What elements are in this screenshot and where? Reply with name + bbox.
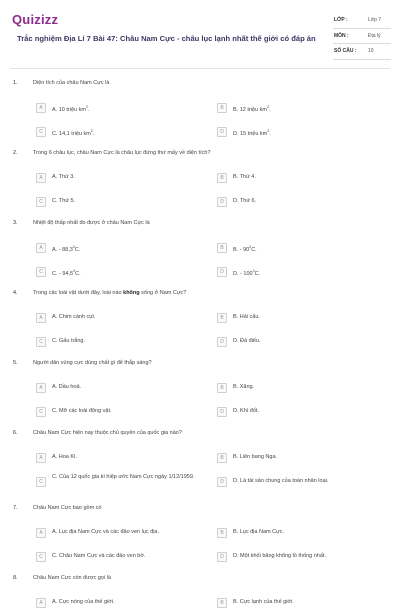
question-text-part: sống ở Nam Cực?: [139, 290, 187, 296]
option-text: [52, 174, 75, 181]
option-text: [52, 198, 75, 205]
option-text-main: C. - 94,5: [52, 270, 74, 277]
option-text-tail: .: [87, 106, 90, 113]
option-superscript: 2: [90, 129, 93, 133]
option-superscript: 0: [252, 269, 255, 273]
option-superscript: 0: [72, 245, 75, 249]
option-text-main: D. Khí đốt.: [233, 408, 259, 414]
option-text-main: D. - 100: [233, 270, 253, 277]
option-letter-box: C: [36, 267, 46, 277]
option-letter-box: C: [36, 407, 46, 417]
option-text-main: A. Hoa Kì.: [52, 454, 78, 460]
option-letter-box: A: [36, 598, 46, 608]
question-text: [33, 575, 111, 581]
question-number: 2.: [13, 150, 18, 156]
option-letter-box: A: [36, 173, 46, 183]
option-text-main: A. Lục địa Nam Cực và các đảo ven lục địa.: [52, 529, 160, 535]
option-text: [233, 128, 271, 138]
option-text: [52, 104, 89, 114]
option-letter-box: D: [217, 477, 227, 487]
option-letter-box: D: [217, 552, 227, 562]
option-letter-box: A: [36, 243, 46, 253]
option-letter-box: A: [36, 528, 46, 538]
option-text: [52, 529, 159, 536]
meta-row-count: [333, 44, 391, 60]
option-letter-box: B: [217, 313, 227, 323]
option-text: [233, 104, 270, 114]
option-text: [233, 268, 260, 278]
meta-key: SỐ CÂU :: [334, 48, 357, 54]
option-text-main: A. Cực nóng của thế giới.: [52, 599, 115, 605]
option-text: [233, 599, 294, 606]
option-text: [52, 244, 80, 254]
option-text-main: B. - 90: [233, 246, 250, 253]
meta-value: Lớp 7: [368, 17, 382, 23]
option-text-tail: .: [268, 106, 271, 113]
option-letter-box: A: [36, 103, 46, 113]
option-text-main: C. Gấu trắng.: [52, 338, 86, 344]
question-number: 3.: [13, 220, 18, 226]
option-letter-box: B: [217, 383, 227, 393]
option-letter-box: B: [217, 528, 227, 538]
option-text: [233, 384, 254, 391]
option-text: [233, 529, 284, 536]
option-text: [52, 599, 115, 606]
option-text: [233, 244, 257, 254]
meta-row-grade: [333, 13, 391, 29]
question-text-part: Trong các loài vật dưới đây, loài nào: [33, 290, 124, 296]
option-superscript: 2: [85, 105, 88, 109]
option-text-tail: .: [92, 130, 95, 137]
option-text-main: C. Châu Nam Cực và các đảo ven bờ.: [52, 553, 146, 559]
option-text-main: B. Liên bang Nga.: [233, 454, 278, 460]
question-number: 1.: [13, 80, 18, 86]
option-text-tail: C.: [74, 246, 81, 253]
question-text: [33, 220, 150, 226]
option-letter-box: D: [217, 267, 227, 277]
option-text: [52, 268, 81, 278]
question-text-part: Trong 6 châu lục, châu Nam Cực là châu lục đứng thứ mấy về diện tích?: [33, 150, 211, 156]
question-number: 7.: [13, 505, 18, 511]
meta-value: Địa lý: [368, 32, 381, 39]
option-text-main: D. Là tài sản chung của toàn nhân loại.: [233, 478, 329, 484]
question-text: [33, 290, 186, 296]
document-header: [0, 0, 400, 70]
option-text-main: D. Thứ 6.: [233, 198, 257, 204]
option-text: [233, 174, 256, 181]
option-superscript: 0: [73, 269, 76, 273]
option-text-main: A. Dầu hoả.: [52, 384, 82, 390]
option-text-main: D. Đà điểu.: [233, 338, 261, 344]
option-letter-box: B: [217, 598, 227, 608]
option-text-main: B. Thứ 4.: [233, 174, 256, 180]
option-text: [52, 553, 146, 560]
option-letter-box: D: [217, 337, 227, 347]
question-text: [33, 150, 210, 156]
option-letter-box: C: [36, 337, 46, 347]
option-text: [52, 338, 85, 345]
header-divider: [10, 68, 390, 69]
option-text: [233, 408, 259, 415]
question-text-part: Người dân vùng cực dùng chất gì để thắp sáng?: [33, 360, 152, 366]
question-text-part: Châu Nam Cực hiện nay thuộc chủ quyền của quốc gia nào?: [33, 430, 182, 436]
question-text-part: Nhiệt độ thấp nhất đo được ở châu Nam Cực là: [33, 220, 150, 226]
option-text: [52, 474, 202, 481]
option-text-tail: C.: [251, 246, 257, 253]
option-text-main: B. Lục địa Nam Cực.: [233, 529, 285, 535]
meta-table: [333, 13, 391, 60]
option-text-main: B. 12 triệu km: [233, 106, 267, 113]
question-number: 8.: [13, 575, 18, 581]
option-letter-box: D: [217, 127, 227, 137]
option-letter-box: B: [217, 103, 227, 113]
option-text-main: A. 10 triệu km: [52, 106, 86, 113]
option-text: [233, 314, 260, 321]
option-superscript: 0: [249, 245, 252, 249]
option-letter-box: D: [217, 407, 227, 417]
question-text: [33, 80, 109, 86]
option-text-main: C. Mỡ các loài động vật.: [52, 408, 112, 414]
option-letter-box: B: [217, 453, 227, 463]
option-text: [233, 553, 326, 560]
question-text-part: Châu Nam Cực còn được gọi là: [33, 575, 111, 581]
option-text-main: D. 15 triệu km: [233, 130, 268, 137]
option-text-main: B. Xăng.: [233, 384, 255, 390]
option-text: [52, 384, 81, 391]
question-number: 6.: [13, 430, 18, 436]
question-text: [33, 360, 152, 366]
question-text-part: Diện tích của châu Nam Cực là: [33, 80, 110, 86]
quizizz-logo: Quizizz: [12, 12, 59, 27]
option-superscript: 2: [266, 105, 269, 109]
question-text: [33, 430, 182, 436]
option-letter-box: B: [217, 243, 227, 253]
meta-row-subject: [333, 29, 391, 45]
option-text: [52, 314, 95, 321]
option-text-tail: .: [269, 130, 271, 137]
option-letter-box: C: [36, 127, 46, 137]
option-text-main: C. 14,1 triệu km: [52, 130, 91, 137]
option-superscript: 2: [267, 129, 270, 133]
option-text-main: C. Thứ 5.: [52, 198, 76, 204]
question-number: 5.: [13, 360, 18, 366]
meta-value: 10: [368, 48, 374, 54]
option-text-main: B. Hải cẩu.: [233, 314, 260, 320]
question-text: [33, 505, 102, 511]
option-text: [233, 198, 256, 205]
option-text-tail: C.: [254, 270, 261, 277]
option-letter-box: A: [36, 313, 46, 323]
option-text: [52, 128, 94, 138]
option-text-main: D. Một khối băng khổng lồ thống nhất.: [233, 553, 326, 559]
option-letter-box: A: [36, 383, 46, 393]
option-letter-box: B: [217, 173, 227, 183]
option-text-main: A. Thứ 3.: [52, 174, 75, 180]
option-text: [233, 338, 261, 345]
question-number: 4.: [13, 290, 18, 296]
option-letter-box: C: [36, 552, 46, 562]
option-text: [52, 454, 77, 461]
meta-key: MÔN :: [334, 32, 349, 39]
meta-key: LỚP :: [334, 17, 348, 23]
question-text-emphasis: không: [123, 290, 140, 296]
option-letter-box: C: [36, 197, 46, 207]
option-text-main: A. - 88,3: [52, 246, 73, 253]
option-text-main: B. Cực lạnh của thế giới.: [233, 599, 294, 605]
option-text-tail: C.: [75, 270, 81, 277]
option-letter-box: A: [36, 453, 46, 463]
option-text: [233, 478, 328, 485]
option-text: [233, 454, 277, 461]
option-letter-box: D: [217, 197, 227, 207]
option-text: [52, 408, 112, 415]
question-text-part: Châu Nam Cực bao gồm có: [33, 505, 102, 511]
option-text-main: C. Của 12 quốc gia kí hiệp ước Nam Cực ngày 1/12/1959.: [52, 474, 195, 480]
page-title: Trắc nghiệm Địa Lí 7 Bài 47: Châu Nam Cực - châu lục lạnh nhất thế giới có đáp án: [17, 34, 316, 43]
option-text-main: A. Chim cánh cụt.: [52, 314, 96, 320]
option-letter-box: C: [36, 477, 46, 487]
